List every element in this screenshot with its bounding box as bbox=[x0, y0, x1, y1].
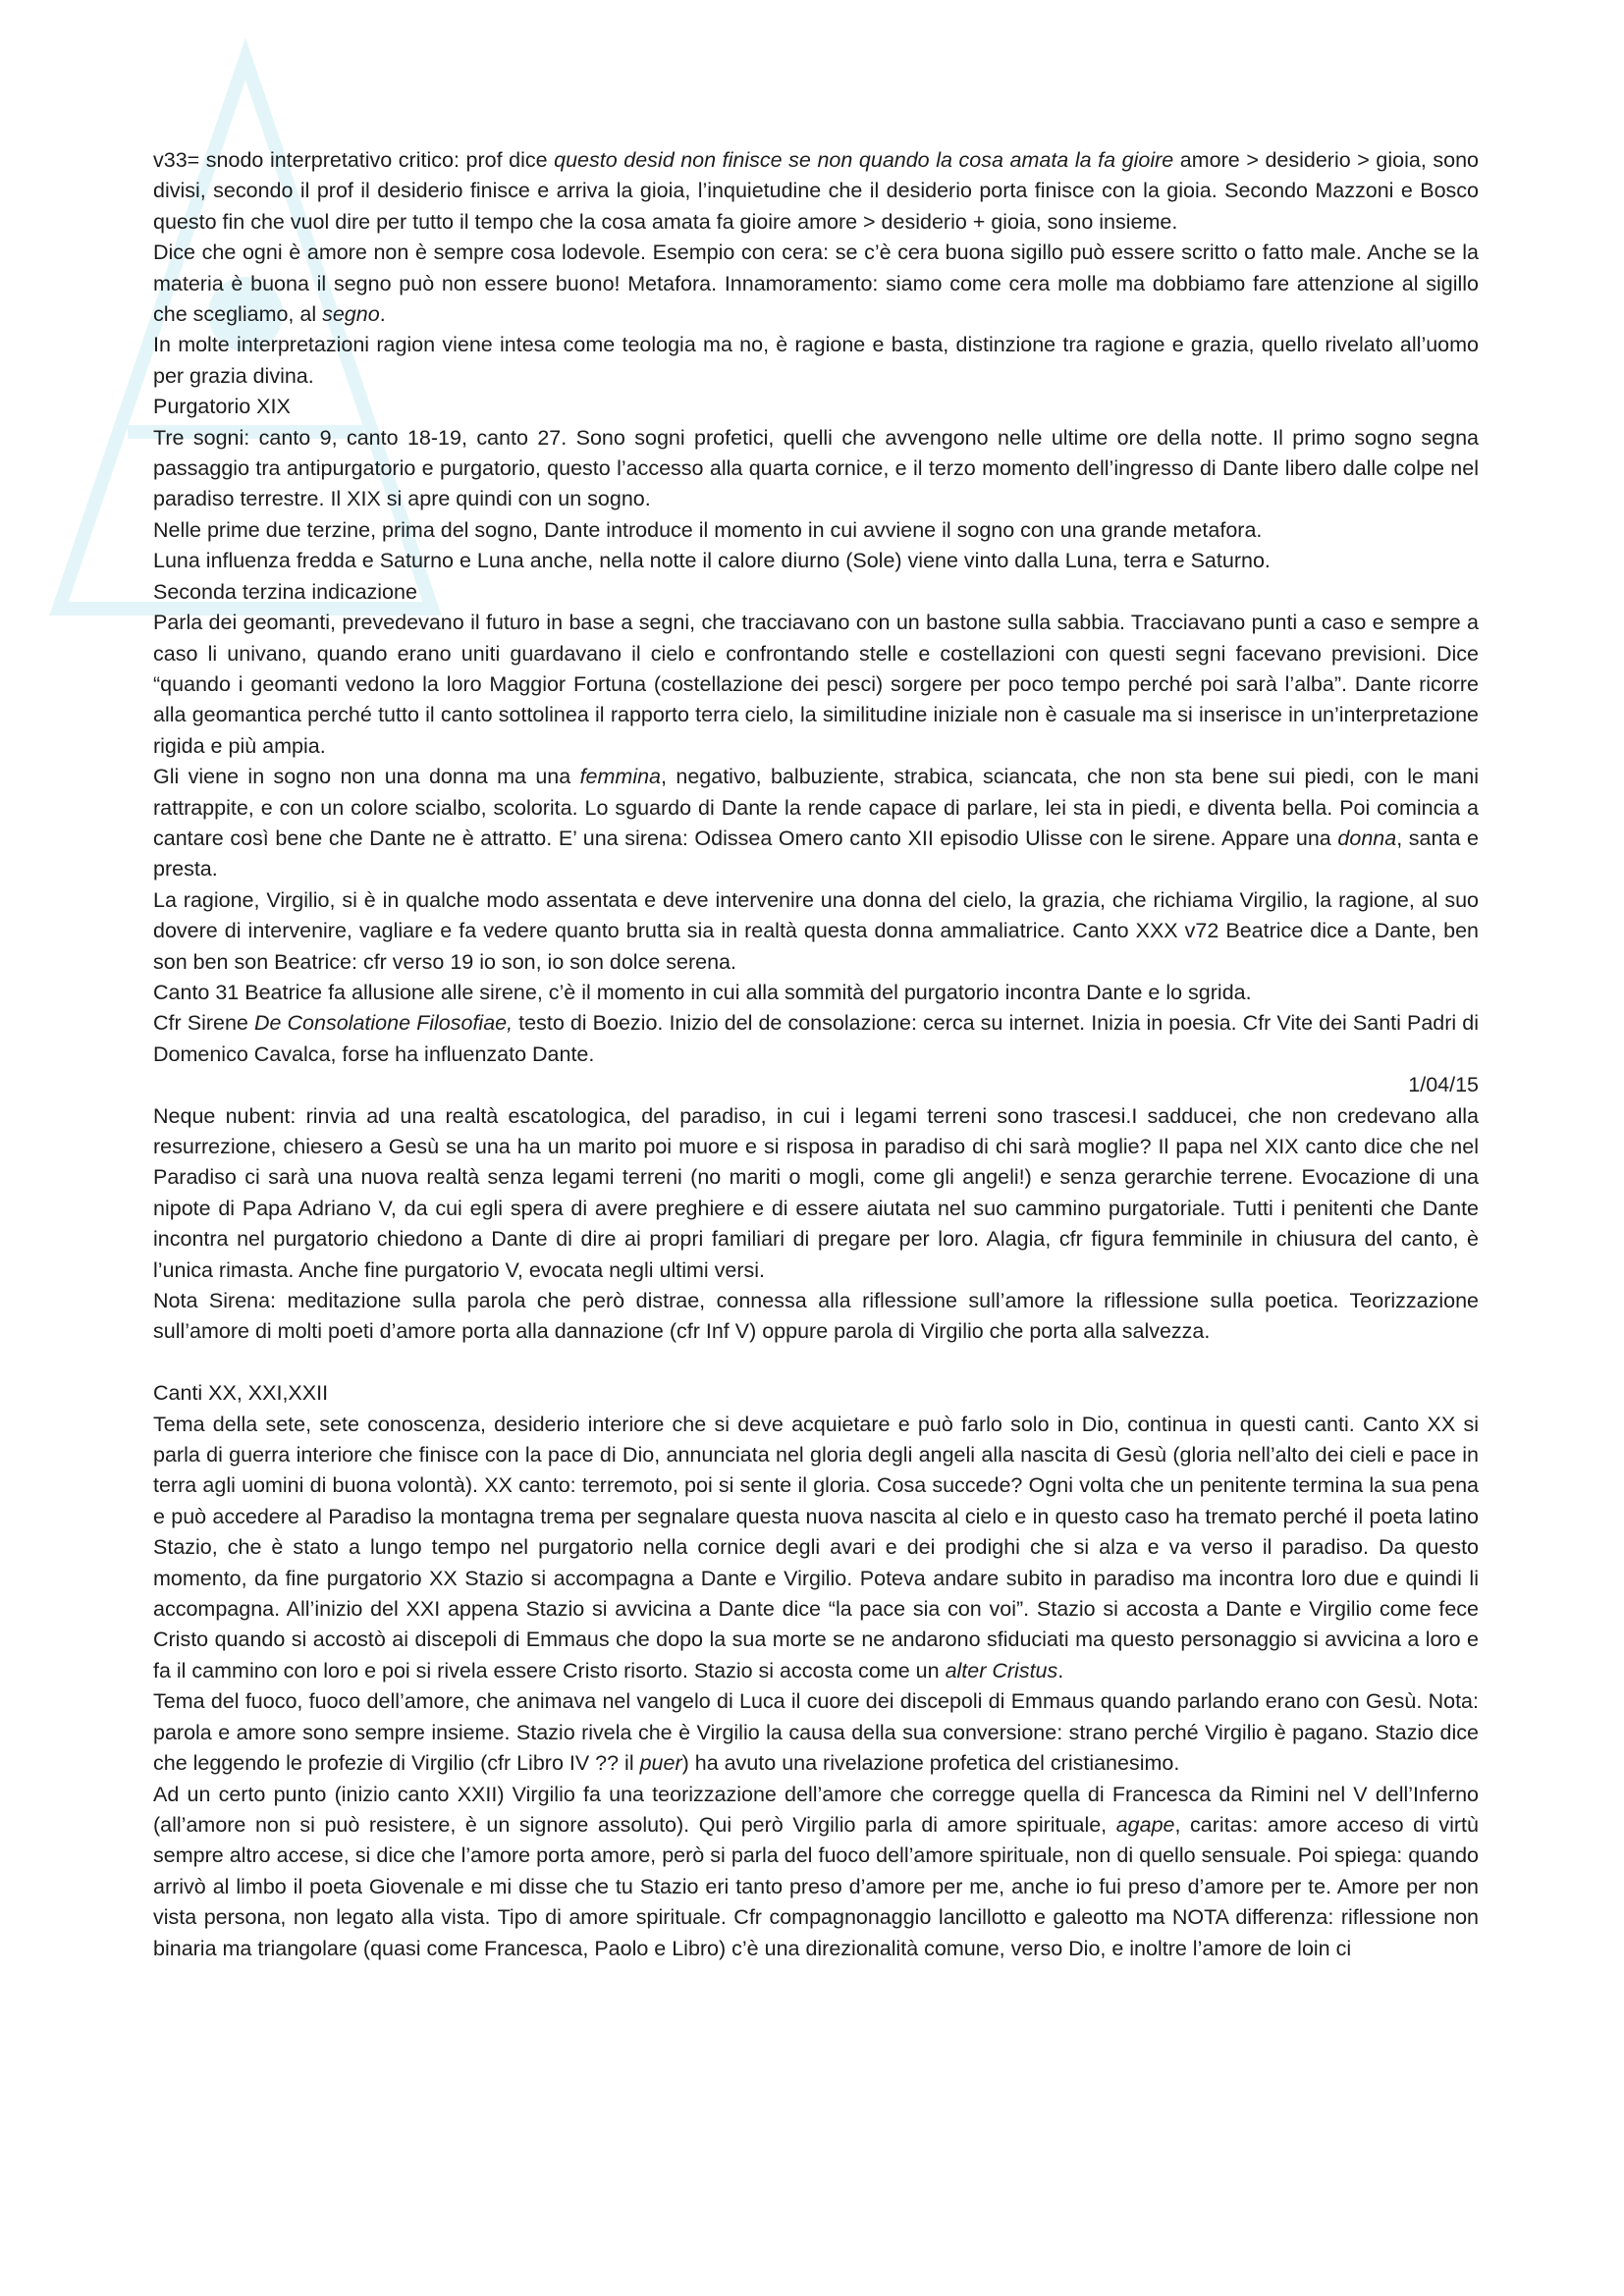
text-run: amore > desiderio > gioia, sono divisi, secondo il prof il desiderio finisce e arriva la gioia, l’inquietudine che il desiderio porta finisce con la gioia. Secondo Mazzoni e Bosco questo fin che vuol dire per tutto il tempo che la cosa amata fa gioire amore > desiderio + gioia, sono insieme. bbox=[153, 148, 1479, 234]
text-run: Seconda terzina indicazione bbox=[153, 579, 417, 604]
text-run: Tema del fuoco, fuoco dell’amore, che animava nel vangelo di Luca il cuore dei discepoli di Emmaus quando parlando erano con Gesù. Nota: parola e amore sono sempre insieme. Stazio rivela che è Virgilio la causa della sua conversione: strano perché Virgilio è pagano. Stazio dice che leggendo le profezie di Virgilio (cfr Libro IV ?? il bbox=[153, 1689, 1479, 1776]
text-run: Nelle prime due terzine, prima del sogno, Dante introduce il momento in cui avviene il sogno con una grande metafora. bbox=[153, 517, 1263, 542]
text-run: Cfr Sirene bbox=[153, 1011, 254, 1036]
italic-run: De Consolatione Filosofiae, bbox=[253, 1011, 514, 1036]
text-run: Tema della sete, sete conoscenza, desiderio interiore che si deve acquietare e può farlo solo in Dio, continua in questi canti. Canto XX si parla di guerra interiore che finisce con la pace di Dio, annunciata nel gloria degli angeli alla nascita di Gesù (gloria nell’alto dei cieli e pace in terra agli uomini di buona volontà). XX canto: terremoto, poi si sente il gloria. Cosa succede? Ogni volta che un penitente termina la sua pena e può accedere al Paradiso la montagna trema per segnalare questa nuova nascita al cielo e in questo caso ha tremato perché il poeta latino Stazio, che è stato a lungo tempo nel purgatorio nella cornice degli avari e dei prodighi che si alza e va verso il paradiso. Da questo momento, da fine purgatorio XX Stazio si accompagna a Dante e Virgilio. Poteva andare subito in paradiso ma incontra loro due e quindi li accompagna. All’inizio del XXI appena Stazio si avvicina a Dante dice “la pace sia con voi”. Stazio si accosta a Dante e Virgilio come fece Cristo quando si accostò ai discepoli di Emmaus che dopo la sua morte se ne andarono sfiduciati ma questo personaggio si avvicina a loro e fa il cammino con loro e poi si rivela essere Cristo risorto. Stazio si accosta come un bbox=[153, 1412, 1479, 1682]
text-run: , caritas: amore acceso di virtù sempre altro accese, si dice che l’amore porta amore, però si parla del fuoco dell’amore spirituale, non di quello sensuale. Poi spiega: quando arrivò al limbo il poeta Giovenale e mi disse che tu Stazio eri tanto preso d’amore per me, anche io fui preso d’amore per te. Amore per non vista persona, non legato alla vista. Tipo di amore spirituale. Cfr compagnonaggio lancillotto e galeotto ma NOTA differenza: riflessione non binaria ma triangolare (quasi come Francesca, Paolo e Libro) c’è una direzionalità comune, verso Dio, e inoltre l’amore de loin ci bbox=[153, 1812, 1479, 1960]
paragraph bbox=[153, 1378, 1479, 1409]
italic-run: puer bbox=[639, 1751, 682, 1776]
paragraph bbox=[153, 608, 1479, 762]
text-run: Purgatorio XIX bbox=[153, 395, 291, 419]
text-run: . bbox=[379, 302, 386, 327]
paragraph bbox=[153, 1286, 1479, 1348]
text-run: ) ha avuto una rivelazione profetica del cristianesimo. bbox=[681, 1751, 1180, 1776]
paragraph bbox=[153, 392, 1479, 422]
paragraph bbox=[153, 1101, 1479, 1286]
paragraph bbox=[153, 546, 1479, 576]
italic-run: questo desid non finisce se non quando la cosa amata la fa gioire bbox=[554, 148, 1174, 172]
text-run: 1/04/15 bbox=[1408, 1073, 1479, 1097]
text-run: , santa e presta. bbox=[153, 826, 1479, 881]
italic-run: agape bbox=[1115, 1812, 1175, 1837]
paragraph bbox=[153, 978, 1479, 1008]
text-run: Gli viene in sogno non una donna ma una bbox=[153, 765, 580, 789]
document-body bbox=[153, 145, 1479, 1964]
text-run: . bbox=[1057, 1658, 1064, 1682]
text-run: Luna influenza fredda e Saturno e Luna anche, nella notte il calore diurno (Sole) viene vinto dalla Luna, terra e Saturno. bbox=[153, 549, 1271, 573]
paragraph bbox=[153, 330, 1479, 392]
italic-run: femmina bbox=[579, 765, 662, 789]
paragraph bbox=[153, 1780, 1479, 1964]
paragraph bbox=[153, 423, 1479, 515]
paragraph bbox=[153, 238, 1479, 330]
text-run: In molte interpretazioni ragion viene intesa come teologia ma no, è ragione e basta, distinzione tra ragione e grazia, quello rivelato all’uomo per grazia divina. bbox=[153, 333, 1479, 388]
italic-run: segno bbox=[322, 302, 380, 327]
paragraph bbox=[153, 577, 1479, 608]
paragraph bbox=[153, 1410, 1479, 1687]
text-run: Ad un certo punto (inizio canto XXII) Virgilio fa una teorizzazione dell’amore che corregge quella di Francesca da Rimini nel V dell’Inferno (all’amore non si può resistere, è un signore assoluto). Qui però Virgilio parla di amore spirituale, bbox=[153, 1782, 1479, 1837]
text-run: testo di Boezio. Inizio del de consolazione: cerca su internet. Inizia in poesia. Cfr Vite dei Santi Padri di Domenico Cavalca, forse ha influenzato Dante. bbox=[153, 1011, 1479, 1066]
text-run: Nota Sirena: meditazione sulla parola che però distrae, connessa alla riflessione sull’amore la riflessione sulla poetica. Teorizzazione sull’amore di molti poeti d’amore porta alla dannazione (cfr Inf V) oppure parola di Virgilio che porta alla salvezza. bbox=[153, 1289, 1479, 1344]
text-run: Neque nubent: rinvia ad una realtà escatologica, del paradiso, in cui i legami terreni sono trascesi.I sadducei, che non credevano alla resurrezione, chiesero a Gesù se una ha un marito poi muore e si risposa in paradiso di chi sarà moglie? Il papa nel XIX canto dice che nel Paradiso ci sarà una nuova realtà senza legami terreni (no mariti o mogli, come gli angeli!) e senza gerarchie terrene. Evocazione di una nipote di Papa Adriano V, da cui egli spera di avere preghiere e di essere aiutata nel suo cammino purgatoriale. Tutti i penitenti che Dante incontra nel purgatorio chiedono a Dante di dire ai propri familiari di pregare per loro. Alagia, cfr figura femminile in chiusura del canto, è l’unica rimasta. Anche fine purgatorio V, evocata negli ultimi versi. bbox=[153, 1103, 1479, 1282]
paragraph bbox=[153, 1686, 1479, 1779]
paragraph bbox=[153, 145, 1479, 238]
paragraph bbox=[153, 762, 1479, 885]
text-run: Tre sogni: canto 9, canto 18-19, canto 27. Sono sogni profetici, quelli che avvengono nelle ultime ore della notte. Il primo sogno segna passaggio tra antipurgatorio e purgatorio, questo l’accesso alla quarta cornice, e il terzo momento dell’ingresso di Dante libero dalle colpe nel paradiso terrestre. Il XIX si apre quindi con un sogno. bbox=[153, 425, 1479, 511]
blank-line bbox=[153, 1348, 1479, 1378]
date-line bbox=[153, 1070, 1479, 1100]
text-run: Dice che ogni è amore non è sempre cosa lodevole. Esempio con cera: se c’è cera buona sigillo può essere scritto o fatto male. Anche se la materia è buona il segno può non essere buono! Metafora. Innamoramento: siamo come cera molle ma dobbiamo fare attenzione al sigillo che scegliamo, al bbox=[153, 240, 1479, 327]
text-run: La ragione, Virgilio, si è in qualche modo assentata e deve intervenire una donna del cielo, la grazia, che richiama Virgilio, la ragione, al suo dovere di intervenire, vagliare e fa vedere quanto brutta sia in realtà questa donna ammaliatrice. Canto XXX v72 Beatrice dice a Dante, ben son ben son Beatrice: cfr verso 19 io son, io son dolce serena. bbox=[153, 887, 1479, 974]
text-run: Canti XX, XXI,XXII bbox=[153, 1381, 329, 1406]
text-run: , negativo, balbuziente, strabica, sciancata, che non sta bene sui piedi, con le mani rattrappite, e con un colore scialbo, scolorita. Lo sguardo di Dante la rende capace di parlare, lei sta in piedi, e diventa bella. Poi comincia a cantare così bene che Dante ne è attratto. E’ una sirena: Odissea Omero canto XII episodio Ulisse con le sirene. Appare una bbox=[153, 765, 1479, 850]
text-run: v33= snodo interpretativo critico: prof dice bbox=[153, 148, 555, 172]
paragraph bbox=[153, 885, 1479, 978]
italic-run: alter Cristus bbox=[945, 1658, 1058, 1682]
paragraph bbox=[153, 515, 1479, 546]
text-run: Parla dei geomanti, prevedevano il futuro in base a segni, che tracciavano con un bastone sulla sabbia. Tracciavano punti a caso e sempre a caso li univano, quando erano uniti guardavano il cielo e confrontando stelle e costellazioni con questi segni facevano previsioni. Dice “quando i geomanti vedono la loro Maggior Fortuna (costellazione dei pesci) sorgere per poco tempo perché poi sarà l’alba”. Dante ricorre alla geomantica perché tutto il canto sottolinea il rapporto terra cielo, la similitudine iniziale non è casuale ma si inserisce in un’interpretazione rigida e più ampia. bbox=[153, 611, 1479, 758]
italic-run: donna bbox=[1337, 826, 1397, 850]
paragraph bbox=[153, 1008, 1479, 1070]
text-run: Canto 31 Beatrice fa allusione alle sirene, c’è il momento in cui alla sommità del purgatorio incontra Dante e lo sgrida. bbox=[153, 980, 1252, 1004]
